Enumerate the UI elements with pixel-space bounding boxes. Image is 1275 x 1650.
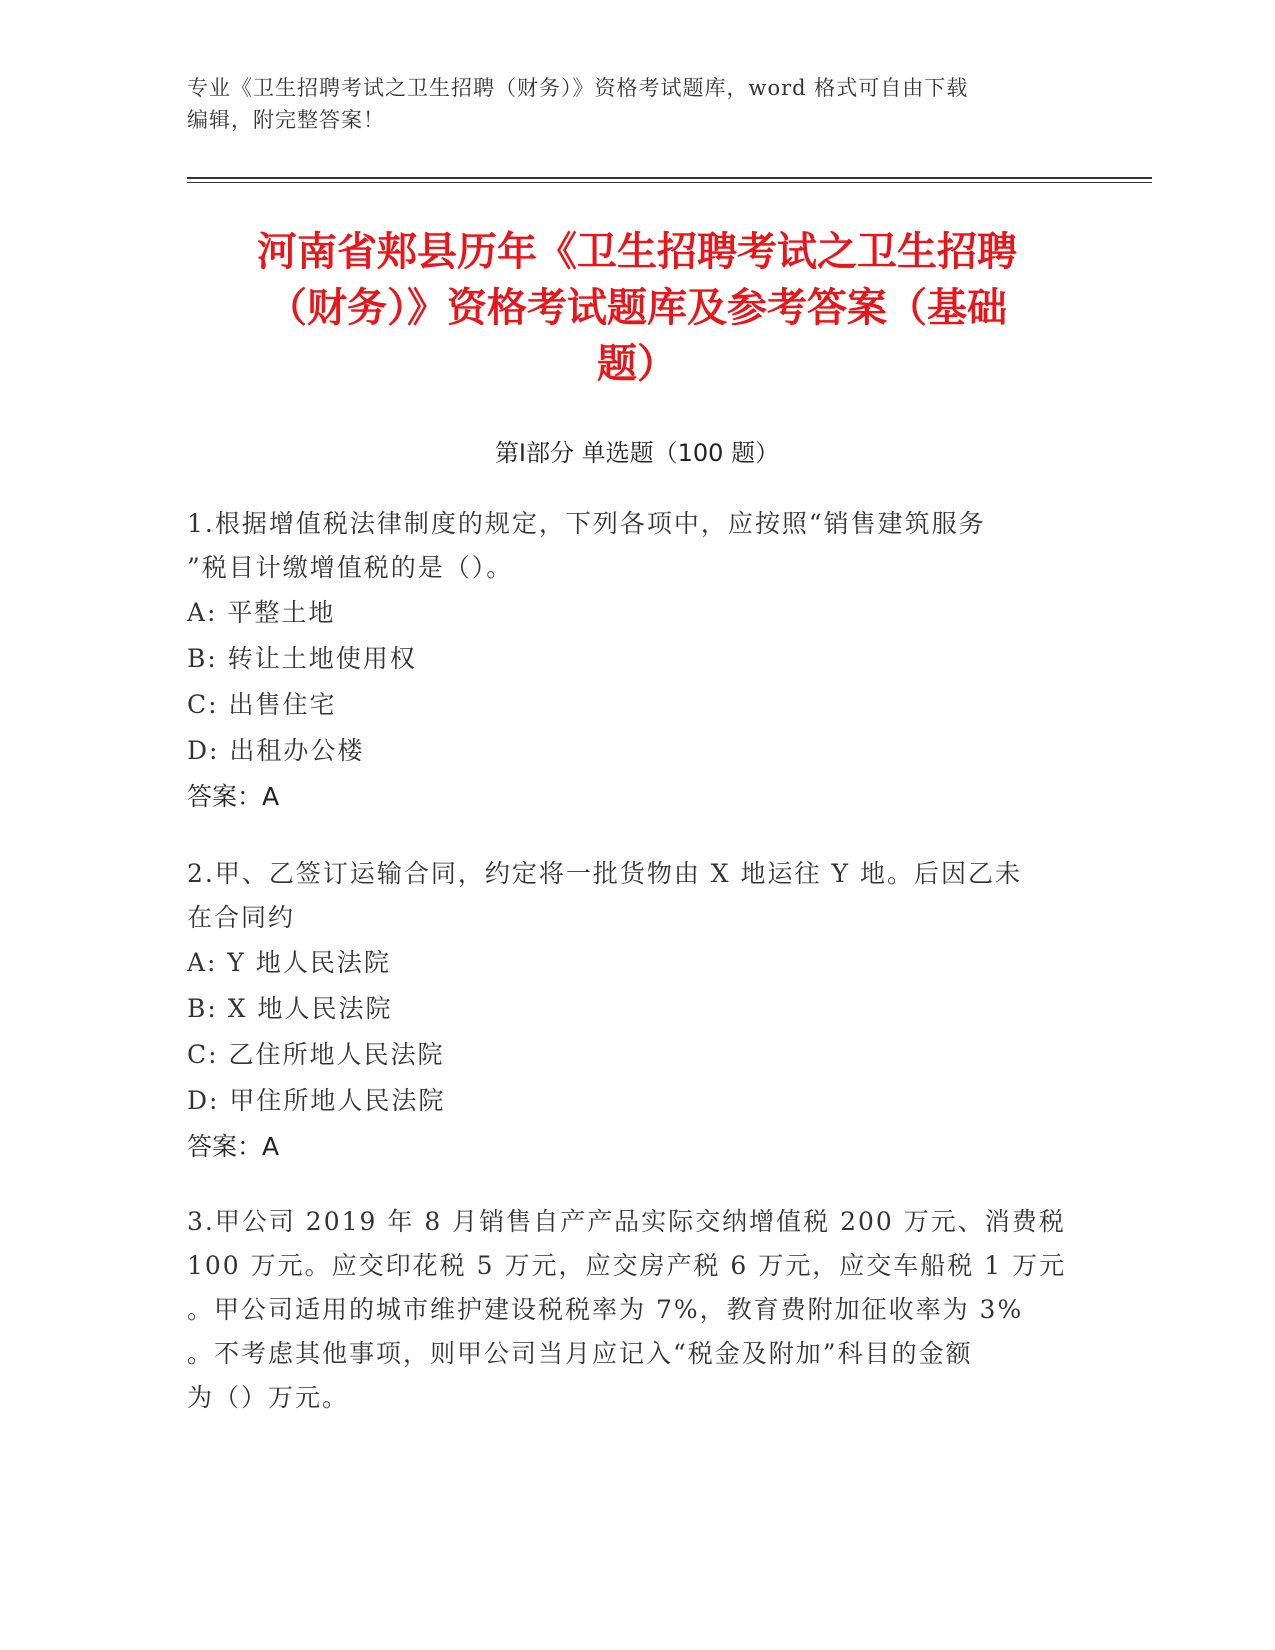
header-rule-thick xyxy=(187,177,1152,179)
question-stem-line: 在合同约 xyxy=(187,903,296,932)
document-title-line-2: （财务）》资格考试题库及参考答案（基础 xyxy=(267,285,1007,331)
section-heading: 第Ⅰ部分 单选题（100 题） xyxy=(494,439,780,467)
question-1 xyxy=(187,502,1087,820)
option-b: B: 转让土地使用权 xyxy=(187,644,417,673)
question-2 xyxy=(187,852,1087,1170)
question-stem-line: 。甲公司适用的城市维护建设税税率为 7%，教育费附加征收率为 3% xyxy=(187,1295,1024,1324)
answer: 答案：A xyxy=(187,1132,280,1161)
option-b: B: X 地人民法院 xyxy=(187,994,393,1023)
header-note xyxy=(187,72,1087,136)
question-stem-line: 1.根据增值税法律制度的规定，下列各项中，应按照“销售建筑服务 xyxy=(187,509,986,538)
header-rule-thin xyxy=(187,182,1152,183)
answer: 答案：A xyxy=(187,782,280,811)
document-title-line-3: 题） xyxy=(597,341,677,387)
document-title xyxy=(187,224,1087,392)
option-c: C: 出售住宅 xyxy=(187,690,337,719)
header-note-line-1: 专业《卫生招聘考试之卫生招聘（财务）》资格考试题库，word 格式可自由下载 xyxy=(187,76,969,100)
option-d: D: 甲住所地人民法院 xyxy=(187,1086,446,1115)
question-3 xyxy=(187,1200,1087,1420)
question-stem-line: ”税目计缴增值税的是（）。 xyxy=(187,553,514,582)
document-title-line-1: 河南省郏县历年《卫生招聘考试之卫生招聘 xyxy=(257,229,1017,275)
option-a: A: 平整土地 xyxy=(187,598,336,627)
question-stem-line: 100 万元。应交印花税 5 万元，应交房产税 6 万元，应交车船税 1 万元 xyxy=(187,1251,1067,1280)
question-stem-line: 为（）万元。 xyxy=(187,1383,350,1412)
question-stem-line: 2.甲、乙签订运输合同，约定将一批货物由 X 地运往 Y 地。后因乙未 xyxy=(187,859,1022,888)
option-d: D: 出租办公楼 xyxy=(187,736,365,765)
option-a: A: Y 地人民法院 xyxy=(187,948,391,977)
question-stem-line: 。不考虑其他事项，则甲公司当月应记入“税金及附加”科目的金额 xyxy=(187,1339,973,1368)
option-c: C: 乙住所地人民法院 xyxy=(187,1040,445,1069)
question-stem-line: 3.甲公司 2019 年 8 月销售自产产品实际交纳增值税 200 万元、消费税 xyxy=(187,1207,1066,1236)
header-note-line-2: 编辑，附完整答案！ xyxy=(187,108,385,132)
